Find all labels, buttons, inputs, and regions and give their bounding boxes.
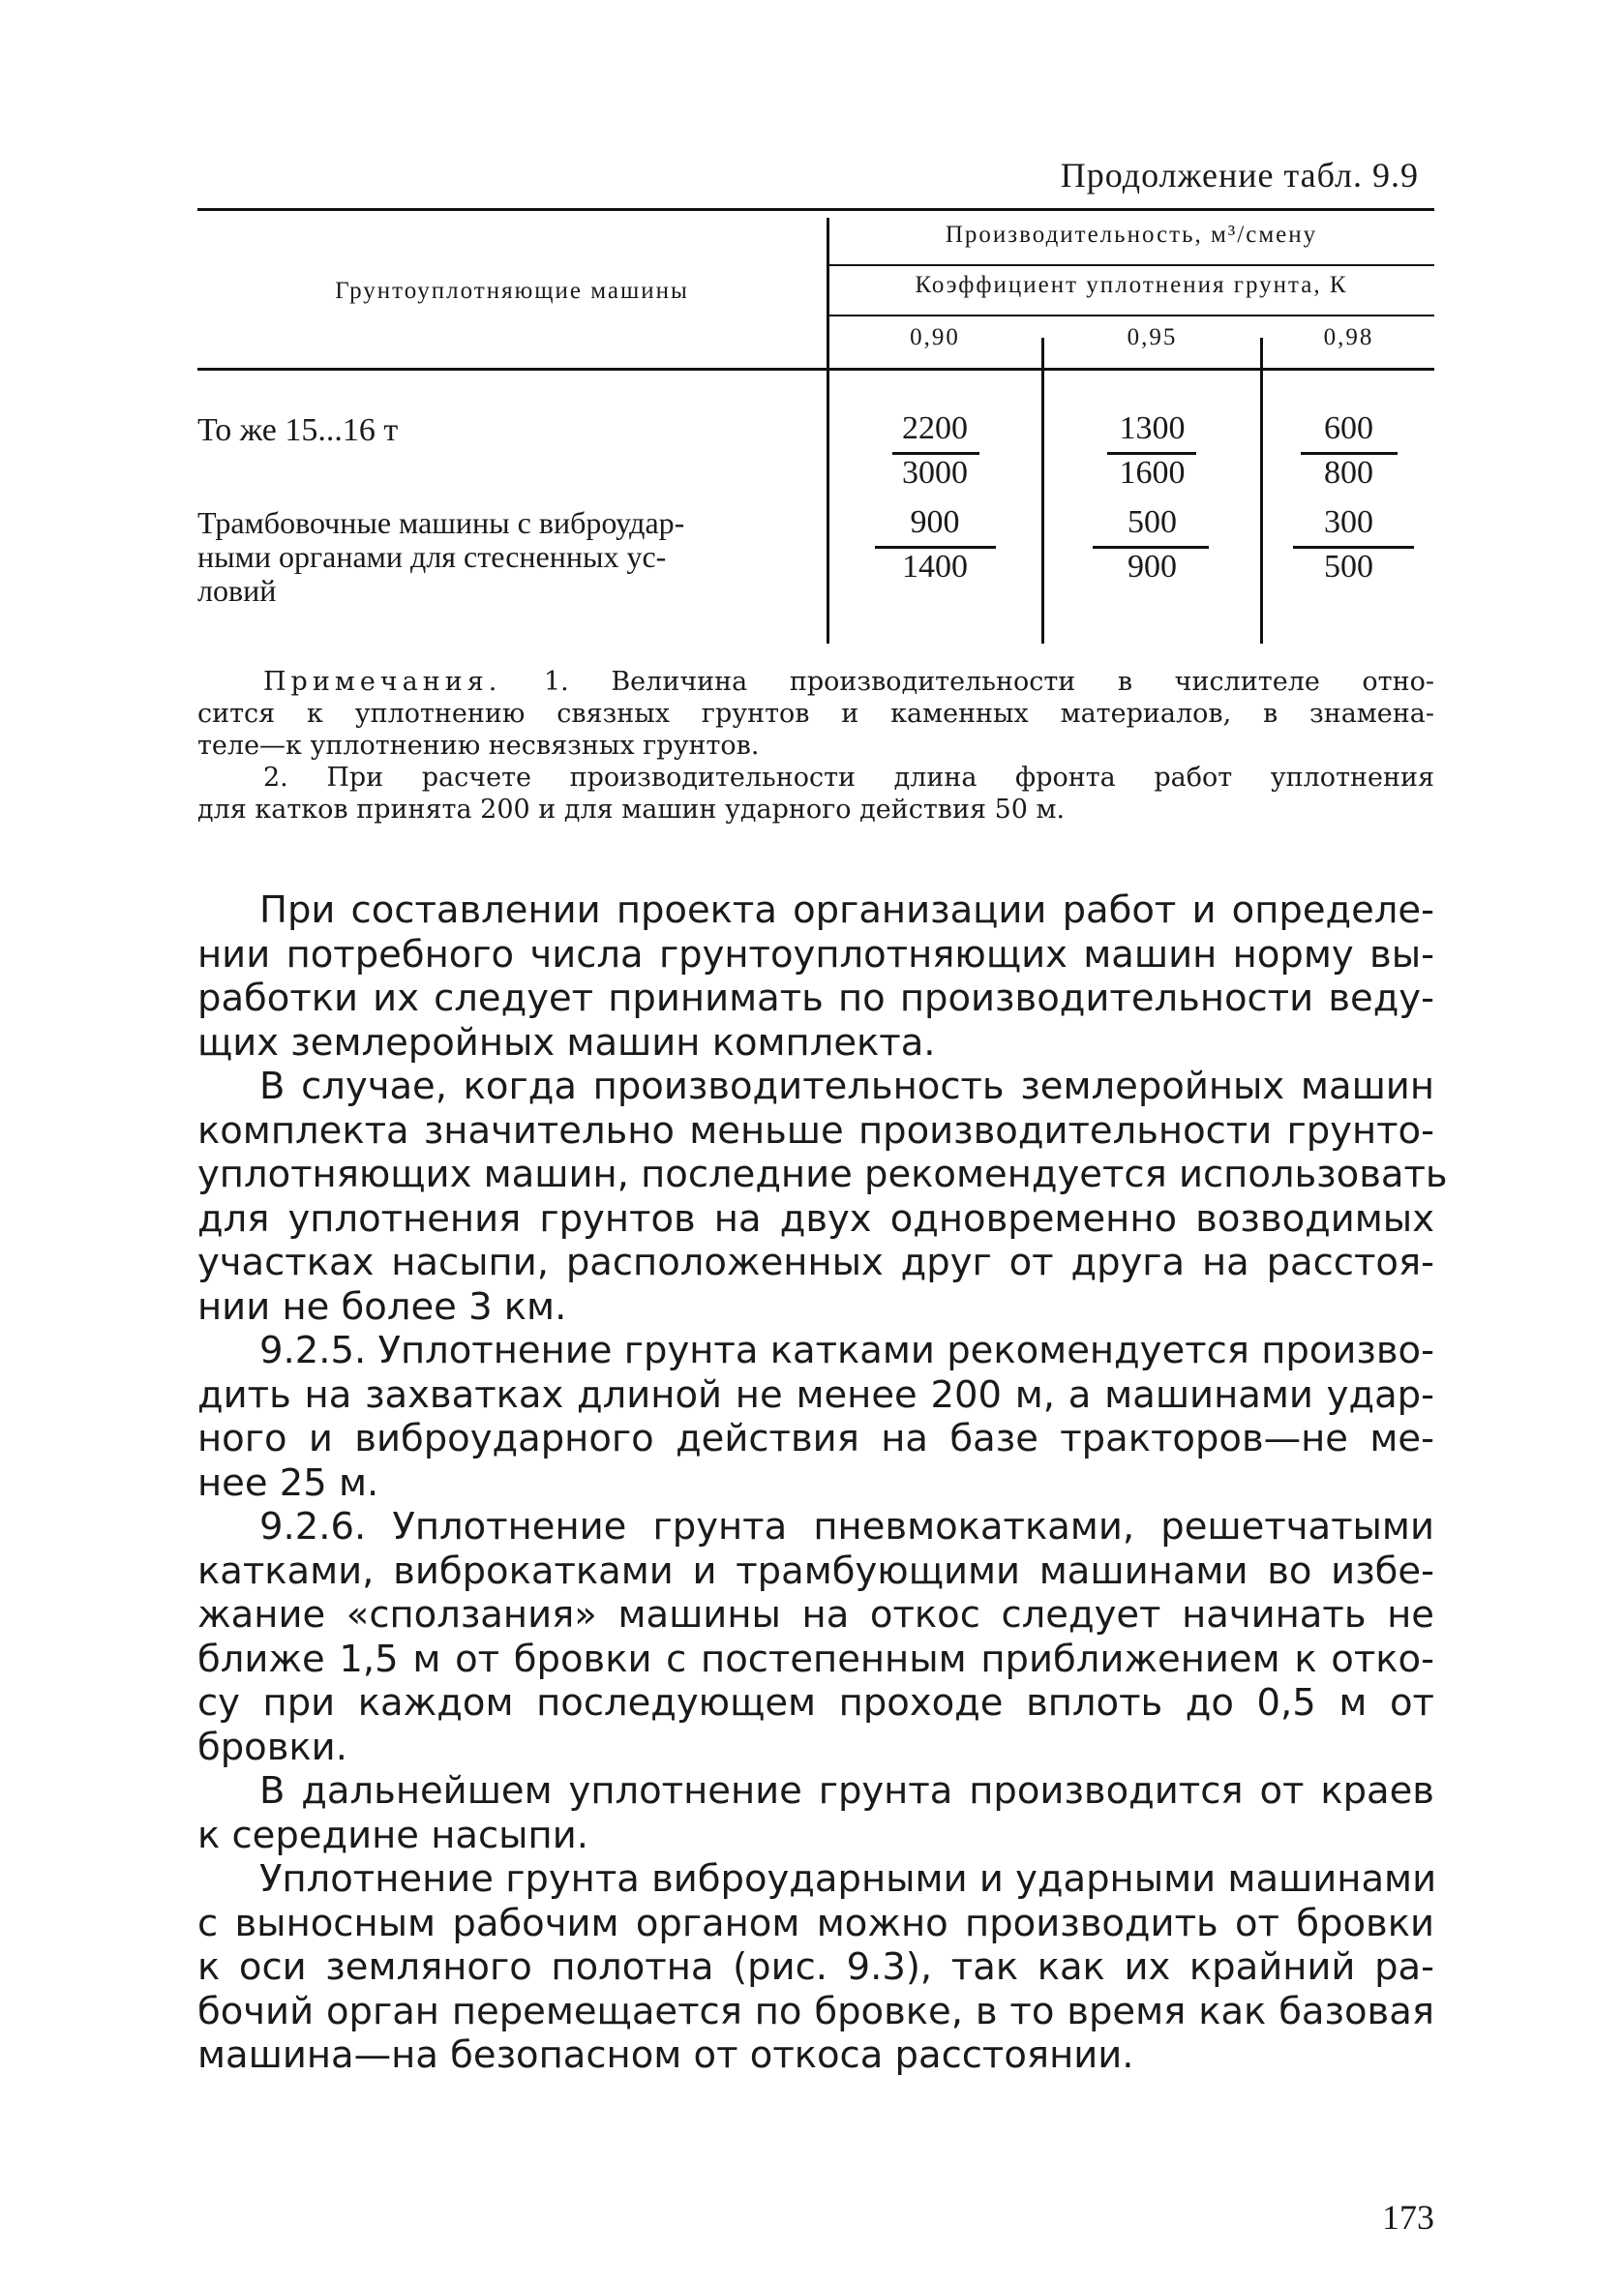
- paragraph-line: щих землеройных машин комплекта.: [197, 1020, 936, 1065]
- paragraph-line: с выносным рабочим органом можно производить от бровки: [197, 1901, 1434, 1945]
- paragraph-line: нее 25 м.: [197, 1460, 379, 1505]
- k-value-090: 0,90: [910, 324, 960, 350]
- productivity-table: [197, 208, 1434, 644]
- cell-denominator: 1400: [902, 549, 968, 585]
- row-label-line: То же 15...16 т: [197, 412, 399, 448]
- paragraph-line: бочий орган перемещается по бровке, в то время как базовая: [197, 1989, 1434, 2033]
- cell-numerator: 2200: [902, 410, 968, 446]
- note-1-text: 1. Величина производительности в числителе отно-: [543, 667, 1434, 697]
- paragraph-line: нии не более 3 км.: [197, 1284, 567, 1329]
- paragraph-line: жание «сползания» машины на откос следует начинать не: [197, 1593, 1434, 1637]
- body-text: [197, 888, 1448, 2078]
- table-coef-rule: [828, 264, 1434, 266]
- cell-denominator: 800: [1324, 455, 1373, 491]
- cell-numerator: 1300: [1119, 410, 1186, 446]
- paragraph-line: работки их следует принимать по производительности веду-: [197, 977, 1434, 1020]
- column-header-productivity: Производительность, м³/смену: [945, 222, 1318, 248]
- paragraph-line: При составлении проекта организации работ и определе-: [259, 888, 1434, 932]
- cell-denominator: 900: [1128, 549, 1177, 585]
- note-2-line-1: 2. При расчете производительности длина фронта работ уплотнения: [263, 763, 1434, 793]
- paragraph-line: су при каждом последующем проходе вплоть до 0,5 м от: [197, 1681, 1434, 1725]
- cell-numerator: 600: [1324, 410, 1373, 446]
- row-label-line: ными органами для стесненных ус-: [197, 539, 667, 574]
- table-notes: [197, 666, 1434, 826]
- paragraph-line: для уплотнения грунтов на двух одновременно возводимых: [197, 1196, 1434, 1241]
- paragraph-line: В дальнейшем уплотнение грунта производится от краев: [259, 1769, 1434, 1813]
- row-label-line: Трамбовочные машины с виброудар-: [197, 505, 685, 540]
- cell-denominator: 1600: [1119, 455, 1186, 491]
- paragraph-line: Уплотнение грунта виброударными и ударными машинами: [259, 1857, 1437, 1901]
- note-1-line-1: [197, 666, 1434, 698]
- k-value-098: 0,98: [1323, 324, 1374, 350]
- paragraph-line: к середине насыпи.: [197, 1813, 588, 1857]
- paragraph-line: ного и виброударного действия на базе тракторов—не ме-: [197, 1417, 1434, 1460]
- paragraph-line: участках насыпи, расположенных друг от друга на расстоя-: [197, 1241, 1434, 1284]
- page-number: 173: [1382, 2198, 1434, 2237]
- cell-denominator: 500: [1324, 549, 1373, 585]
- column-header-coefficient: Коэффициент уплотнения грунта, К: [915, 272, 1348, 298]
- table-k-rule: [828, 315, 1434, 316]
- note-2-line-2: для катков принята 200 и для машин ударного действия 50 м.: [197, 795, 1066, 825]
- paragraph-line: машина—на безопасном от откоса расстоянии.: [197, 2033, 1134, 2077]
- paragraph-line: ближе 1,5 м от бровки с постепенным приближением к отко-: [197, 1637, 1434, 1681]
- paragraph-line: нии потребного числа грунтоуплотняющих машин норму вы-: [197, 932, 1434, 977]
- paragraph-line: уплотняющих машин, последние рекомендуется использовать: [197, 1153, 1448, 1196]
- paragraph-line: 9.2.5. Уплотнение грунта катками рекомендуется произво-: [259, 1329, 1434, 1372]
- paragraph-line: В случае, когда производительность землеройных машин: [259, 1065, 1434, 1108]
- paragraph-line: к оси земляного полотна (рис. 9.3), так как их крайний ра-: [197, 1945, 1434, 1989]
- paragraph-line: 9.2.6. Уплотнение грунта пневмокатками, решетчатыми: [259, 1505, 1434, 1549]
- paragraph-line: дить на захватках длиной не менее 200 м, а машинами удар-: [197, 1372, 1434, 1417]
- cell-numerator: 500: [1128, 504, 1177, 540]
- column-header-machines: Грунтоуплотняющие машины: [335, 278, 689, 304]
- row-label-line: ловий: [197, 573, 277, 608]
- paragraph-line: катками, виброкатками и трамбующими машинами во избе-: [197, 1549, 1434, 1593]
- cell-numerator: 300: [1324, 504, 1373, 540]
- table-continuation-caption: Продолжение табл. 9.9: [1060, 156, 1419, 195]
- cell-denominator: 3000: [902, 455, 968, 491]
- cell-numerator: 900: [910, 504, 960, 540]
- paragraph-line: бровки.: [197, 1725, 347, 1769]
- table-top-rule: [197, 208, 1434, 211]
- table-header-bottom-rule: [197, 368, 1434, 371]
- paragraph-line: комплекта значительно меньше производительности грунто-: [197, 1108, 1434, 1153]
- k-value-095: 0,95: [1127, 324, 1178, 350]
- notes-title: Примечания.: [263, 667, 502, 697]
- note-1-line-2: сится к уплотнению связных грунтов и каменных материалов, в знамена-: [197, 699, 1434, 729]
- note-1-line-3: теле—к уплотнению несвязных грунтов.: [197, 731, 760, 761]
